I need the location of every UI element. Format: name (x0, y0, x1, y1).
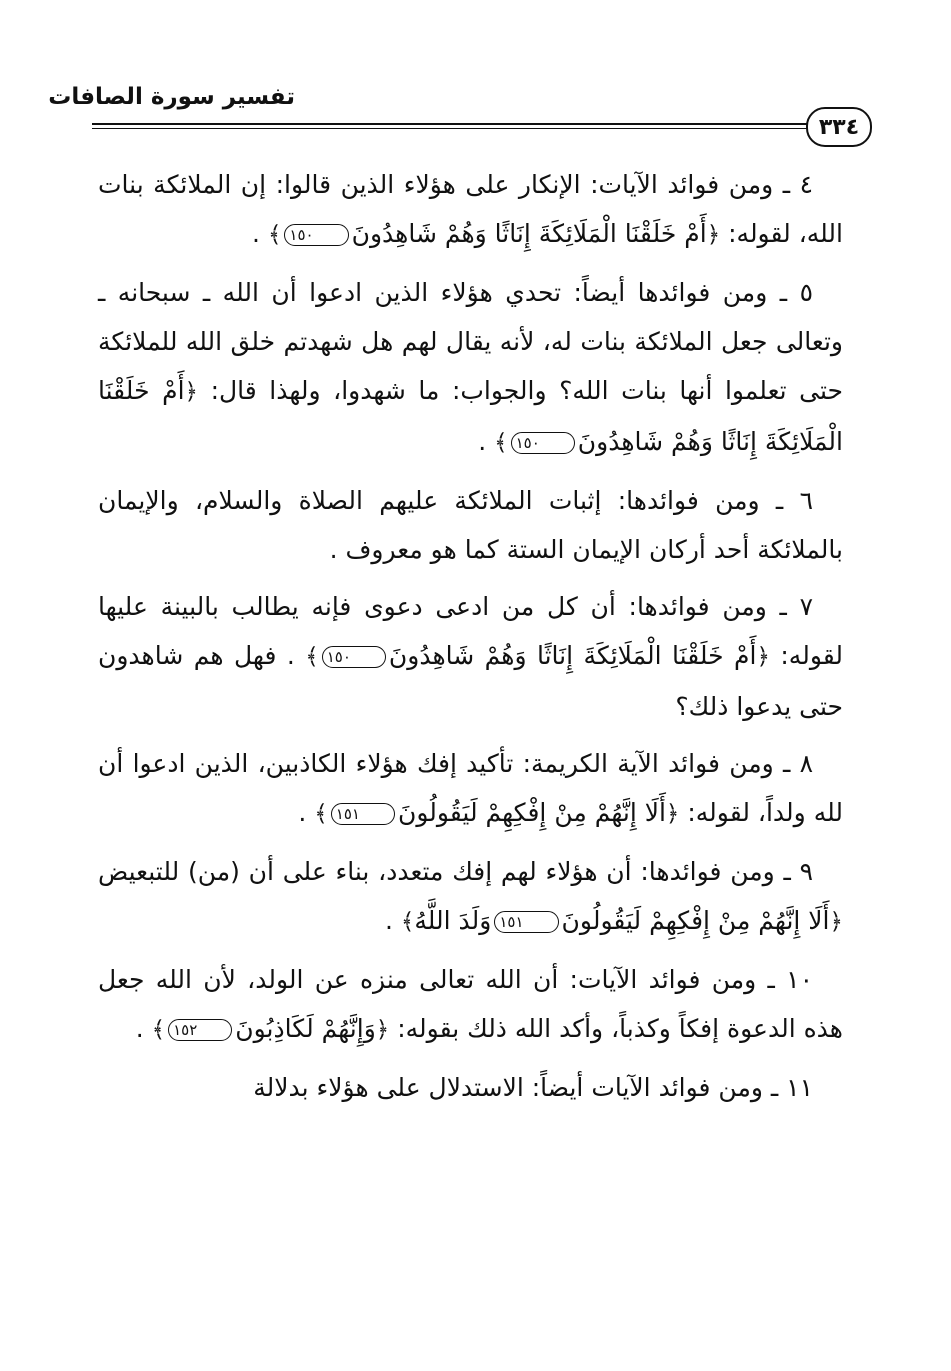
paragraph-tail: . (298, 798, 315, 827)
verse-close-ornament-icon: ﴾ (314, 801, 328, 827)
page-body (98, 160, 843, 1120)
quran-verse: أَلَا إِنَّهُمْ مِنْ إِفْكِهِمْ لَيَقُولُونَ (397, 798, 666, 827)
verse-close-ornament-icon: ﴾ (400, 909, 415, 935)
paragraph-text: ١١ ـ ومن فوائد الآيات أيضاً: الاستدلال على هؤلاء بدلالة (253, 1073, 813, 1102)
paragraph-4 (98, 160, 843, 260)
header-rule (92, 123, 810, 125)
verse-close-ornament-icon: ﴾ (151, 1017, 166, 1043)
ayah-number-marker: ١٥٠ (284, 224, 348, 246)
verse-open-ornament-icon: ﴿ (375, 1017, 390, 1043)
paragraph-tail: . (252, 219, 268, 248)
quran-verse-continuation: وَلَدَ اللَّهُ (414, 906, 492, 935)
header-rule-thin (92, 128, 810, 129)
paragraph-text: ١٠ ـ ومن فوائد الآيات: أن الله تعالى منزه عن الولد، لأن الله جعل هذه الدعوة إفكاً وكذباً، وأكد الله ذلك بقوله: (98, 965, 843, 1043)
paragraph-tail: . فهل هم شاهدون حتى يدعوا ذلك؟ (98, 641, 843, 721)
paragraph-text: ٦ ـ ومن فوائدها: إثبات الملائكة عليهم الصلاة والسلام، والإيمان بالملائكة أحد أركان الإيمان الستة كما هو معروف . (98, 486, 843, 564)
verse-open-ornament-icon: ﴿ (184, 379, 199, 405)
paragraph-text: ٨ ـ ومن فوائد الآية الكريمة: تأكيد إفك هؤلاء الكاذبين، الذين ادعوا أن لله ولداً، لقوله: (98, 749, 843, 827)
paragraph-tail: . (135, 1014, 152, 1043)
paragraph-6 (98, 476, 843, 574)
verse-open-ornament-icon: ﴿ (756, 644, 770, 670)
running-title: تفسير سورة الصافات (48, 84, 295, 110)
paragraph-text: ٩ ـ ومن فوائدها: أن هؤلاء لهم إفك متعدد، بناء على أن (من) للتبعيض (98, 857, 813, 886)
quran-verse: أَمْ خَلَقْنَا الْمَلَائِكَةَ إِنَاثًا وَهُمْ شَاهِدُونَ (351, 219, 707, 248)
ayah-number-marker: ١٥١ (494, 911, 558, 933)
paragraph-tail: . (478, 427, 495, 456)
verse-open-ornament-icon: ﴿ (665, 801, 680, 827)
verse-close-ornament-icon: ﴾ (494, 430, 508, 456)
verse-close-ornament-icon: ﴾ (305, 644, 319, 670)
paragraph-text: ٧ ـ ومن فوائدها: أن كل من ادعى دعوى فإنه يطالب بالبينة عليها لقوله: (98, 592, 843, 670)
verse-open-ornament-icon: ﴿ (706, 222, 721, 248)
quran-verse: أَمْ خَلَقْنَا الْمَلَائِكَةَ إِنَاثًا وَهُمْ شَاهِدُونَ (98, 376, 843, 456)
ayah-number-marker: ١٥٠ (511, 432, 575, 454)
paragraph-9 (98, 847, 843, 947)
paragraph-text: ٤ ـ ومن فوائد الآيات: الإنكار على هؤلاء الذين قالوا: إن الملائكة بنات الله، لقوله: (98, 170, 843, 248)
paragraph-7 (98, 582, 843, 731)
verse-open-ornament-icon: ﴿ (829, 909, 843, 935)
paragraph-tail: . (384, 906, 401, 935)
ayah-number-marker: ١٥٢ (168, 1019, 232, 1041)
paragraph-5 (98, 268, 843, 468)
quran-verse: وَإِنَّهُمْ لَكَاذِبُونَ (235, 1014, 376, 1043)
ayah-number-marker: ١٥١ (331, 803, 395, 825)
quran-verse: أَمْ خَلَقْنَا الْمَلَائِكَةَ إِنَاثًا وَهُمْ شَاهِدُونَ (388, 641, 757, 670)
quran-verse: أَلَا إِنَّهُمْ مِنْ إِفْكِهِمْ لَيَقُولُونَ (561, 906, 830, 935)
paragraph-10 (98, 955, 843, 1055)
paragraph-11 (98, 1063, 843, 1112)
paragraph-text: ٥ ـ ومن فوائدها أيضاً: تحدي هؤلاء الذين ادعوا أن الله ـ سبحانه ـ وتعالى جعل الملائكة بنات له، لأنه يقال لهم هل شهدتم خلق الله للملائكة حتى تعلموا أنها بنات الله؟ والجواب: ما شهدوا، ولهذا قال: (98, 278, 843, 405)
page-number: ٣٣٤ (806, 107, 872, 147)
paragraph-8 (98, 739, 843, 839)
verse-close-ornament-icon: ﴾ (267, 222, 282, 248)
ayah-number-marker: ١٥٠ (322, 646, 386, 668)
